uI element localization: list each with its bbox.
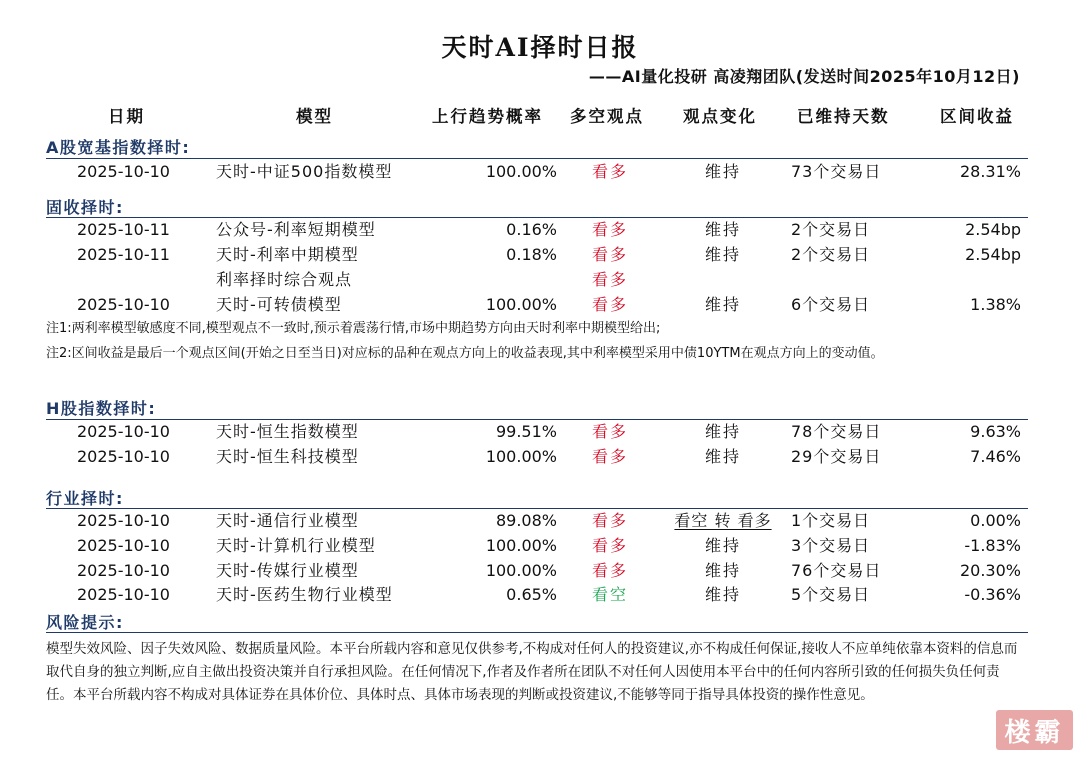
row-view: 看多 (591, 422, 628, 441)
row-probability: 100.00% (485, 536, 557, 555)
section-fixed-income-title: 固收择时: (46, 198, 124, 217)
row-return: 20.30% (959, 561, 1021, 580)
row-view: 看多 (591, 270, 628, 289)
section-risk-title: 风险提示: (46, 613, 124, 632)
section-divider (46, 158, 1028, 159)
row-date: 2025-10-10 (77, 511, 170, 530)
row-probability: 100.00% (485, 447, 557, 466)
row-days: 6个交易日 (791, 295, 871, 314)
row-return: 1.38% (970, 295, 1021, 314)
row-view: 看多 (591, 220, 628, 239)
row-return: 28.31% (959, 162, 1021, 181)
row-days: 2个交易日 (791, 245, 871, 264)
risk-disclaimer: 模型失效风险、因子失效风险、数据质量风险。本平台所载内容和意见仅供参考,不构成对任何人的投资建议,亦不构成任何保证,接收人不应单纯依靠本资料的信息而取代自身的独立判断,应自主做出投资决策并自行承担风险。在任何情况下,作者及作者所在团队不对任何人因使用本平台中的任何内容所引致的任何损失负任何责任。本平台所载内容不构成对具体证券在具体价位、具体时点、具体市场表现的判断或投资建议,不能够等同于指导具体投资的操作性意见。 (46, 641, 1018, 703)
row-model: 天时-计算机行业模型 (216, 536, 376, 555)
row-probability: 100.00% (485, 561, 557, 580)
row-return: 2.54bp (965, 245, 1021, 264)
header-model: 模型 (296, 107, 333, 126)
row-days: 2个交易日 (791, 220, 871, 239)
row-probability: 100.00% (485, 162, 557, 181)
seal-text: 楼霸 (1004, 717, 1065, 748)
row-date: 2025-10-10 (77, 447, 170, 466)
row-date: 2025-10-10 (77, 295, 170, 314)
row-model: 利率择时综合观点 (216, 270, 353, 289)
section-divider (46, 217, 1028, 218)
row-change: 维持 (704, 245, 741, 264)
header-change: 观点变化 (683, 107, 757, 126)
row-probability: 0.65% (506, 585, 557, 604)
row-date: 2025-10-10 (77, 162, 170, 181)
row-date: 2025-10-10 (77, 422, 170, 441)
header-prob: 上行趋势概率 (432, 107, 543, 126)
row-date: 2025-10-11 (77, 245, 170, 264)
row-model: 天时-中证500指数模型 (216, 162, 393, 181)
section-divider (46, 632, 1028, 633)
section-industry-title: 行业择时: (46, 489, 124, 508)
row-change: 维持 (704, 220, 741, 239)
seal-stamp-icon (996, 710, 1073, 750)
row-model: 天时-恒生指数模型 (216, 422, 359, 441)
row-probability: 89.08% (495, 511, 557, 530)
row-return: 0.00% (970, 511, 1021, 530)
note-2: 注2:区间收益是最后一个观点区间(开始之日至当日)对应标的品种在观点方向上的收益表现,其中利率模型采用中债10YTM在观点方向上的变动值。 (46, 346, 884, 361)
header-return: 区间收益 (940, 107, 1014, 126)
row-view: 看多 (591, 561, 628, 580)
report-subtitle: ——AI量化投研 高凌翔团队(发送时间2025年10月12日) (588, 67, 1020, 86)
report-title: 天时AI择时日报 (441, 33, 639, 62)
row-return: 2.54bp (965, 220, 1021, 239)
row-days: 73个交易日 (791, 162, 882, 181)
row-change: 维持 (704, 561, 741, 580)
section-h-share-title: H股指数择时: (46, 399, 157, 418)
header-view: 多空观点 (570, 107, 644, 126)
row-change: 维持 (704, 295, 741, 314)
row-change: 维持 (704, 162, 741, 181)
row-probability: 0.16% (506, 220, 557, 239)
row-view: 看多 (591, 511, 628, 530)
row-change: 维持 (704, 585, 741, 604)
row-model: 天时-通信行业模型 (216, 511, 359, 530)
row-days: 5个交易日 (791, 585, 871, 604)
row-days: 1个交易日 (791, 511, 871, 530)
row-probability: 99.51% (495, 422, 557, 441)
row-return: -0.36% (964, 585, 1021, 604)
row-date: 2025-10-11 (77, 220, 170, 239)
row-days: 3个交易日 (791, 536, 871, 555)
row-date: 2025-10-10 (77, 561, 170, 580)
row-days: 78个交易日 (791, 422, 882, 441)
row-model: 公众号-利率短期模型 (216, 220, 376, 239)
row-model: 天时-利率中期模型 (216, 245, 359, 264)
row-change: 看空 转 看多 (674, 511, 772, 530)
section-divider (46, 508, 1028, 509)
row-model: 天时-传媒行业模型 (216, 561, 359, 580)
section-a-share-title: A股宽基指数择时: (46, 138, 191, 157)
row-view: 看多 (591, 536, 628, 555)
row-probability: 0.18% (506, 245, 557, 264)
row-days: 76个交易日 (791, 561, 882, 580)
row-probability: 100.00% (485, 295, 557, 314)
note-1: 注1:两利率模型敏感度不同,模型观点不一致时,预示着震荡行情,市场中期趋势方向由天时利率中期模型给出; (46, 321, 661, 336)
row-change: 维持 (704, 422, 741, 441)
row-model: 天时-恒生科技模型 (216, 447, 359, 466)
section-divider (46, 419, 1028, 420)
row-view: 看多 (591, 245, 628, 264)
header-date: 日期 (108, 107, 145, 126)
row-view: 看多 (591, 162, 628, 181)
row-model: 天时-可转债模型 (216, 295, 342, 314)
row-view: 看多 (591, 295, 628, 314)
row-date: 2025-10-10 (77, 585, 170, 604)
row-return: 7.46% (970, 447, 1021, 466)
row-model: 天时-医药生物行业模型 (216, 585, 393, 604)
row-change: 维持 (704, 447, 741, 466)
row-view: 看空 (591, 585, 628, 604)
row-view: 看多 (591, 447, 628, 466)
row-date: 2025-10-10 (77, 536, 170, 555)
row-days: 29个交易日 (791, 447, 882, 466)
row-return: -1.83% (964, 536, 1021, 555)
row-change: 维持 (704, 536, 741, 555)
row-return: 9.63% (970, 422, 1021, 441)
header-days: 已维持天数 (797, 107, 890, 126)
